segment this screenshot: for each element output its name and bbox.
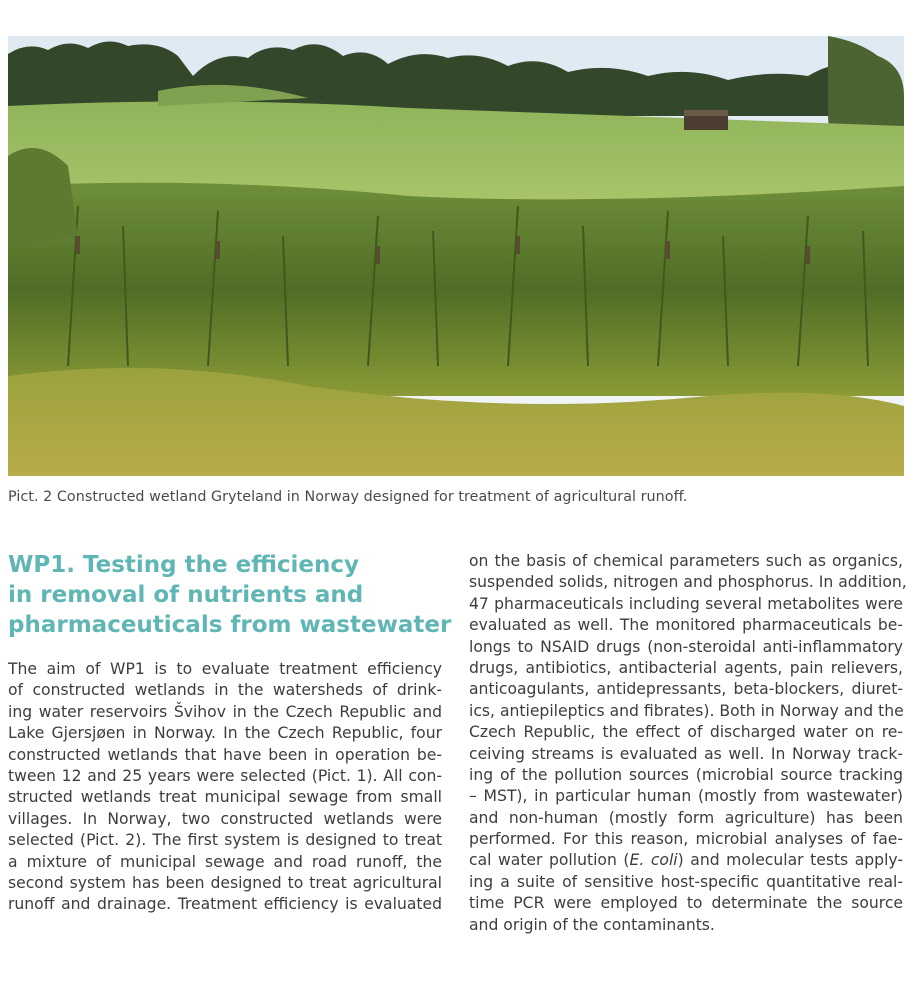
italic-term: E. coli <box>629 851 678 870</box>
text-line: ing a suite of sensitive host-specific quantitative real- <box>469 872 903 891</box>
text-line: evaluated as well. The monitored pharmaceuticals be- <box>469 616 903 635</box>
text-line: drugs, antibiotics, antibacterial agents, pain relievers, <box>469 658 903 677</box>
text-line: Czech Republic, the effect of discharged water on re- <box>469 723 903 742</box>
text-line: longs to NSAID drugs (non-steroidal anti-inflammatory <box>469 637 903 656</box>
text-line: 47 pharmaceuticals including several metabolites were <box>469 594 903 613</box>
heading-line: in removal of nutrients and <box>8 582 364 608</box>
text-fragment: cal water pollution ( <box>469 851 630 870</box>
text-line: The aim of WP1 is to evaluate treatment efficiency <box>8 660 442 678</box>
text-line: ing of the pollution sources (microbial source tracking <box>469 765 903 784</box>
section-heading <box>8 550 452 640</box>
heading-line: WP1. Testing the efficiency <box>8 552 359 578</box>
text-line: constructed wetlands that have been in operation be- <box>8 745 442 764</box>
text-line: of constructed wetlands in the watersheds of drink- <box>8 681 442 700</box>
text-line: structed wetlands treat municipal sewage from small <box>8 788 442 807</box>
text-line: and origin of the contaminants. <box>469 915 715 934</box>
text-line: second system has been designed to treat agricultural <box>8 873 442 892</box>
figure-caption: Pict. 2 Constructed wetland Gryteland in Norway designed for treatment of agricultural runoff. <box>8 489 688 505</box>
heading-line: pharmaceuticals from wastewater <box>8 612 452 638</box>
text-line-mixed <box>469 850 903 871</box>
text-line: ics, antiepileptics and fibrates). Both in Norway and the <box>469 701 904 720</box>
text-line: runoff and drainage. Treatment efficiency is evaluated <box>8 895 442 914</box>
text-line: and non-human (mostly form agriculture) has been <box>469 808 903 827</box>
left-column-text <box>8 659 442 916</box>
text-line: ing water reservoirs Švihov in the Czech Republic and <box>8 702 442 721</box>
text-line: performed. For this reason, microbial analyses of fae- <box>469 830 903 849</box>
text-line: ceiving streams is evaluated as well. In Norway track- <box>469 744 903 763</box>
text-line: a mixture of municipal sewage and road runoff, the <box>8 852 442 871</box>
text-line: villages. In Norway, two constructed wetlands were <box>8 809 442 828</box>
text-line: time PCR were employed to determinate the source <box>469 894 903 913</box>
text-line: on the basis of chemical parameters such as organics, <box>469 552 903 570</box>
text-fragment: ) and molecular tests apply- <box>677 851 903 870</box>
text-line: – MST), in particular human (mostly from wastewater) <box>469 787 903 806</box>
text-line: selected (Pict. 2). The first system is designed to treat <box>8 831 442 850</box>
text-line: anticoagulants, antidepressants, beta-blockers, diuret- <box>469 680 903 699</box>
right-column-text <box>469 551 907 936</box>
text-line: tween 12 and 25 years were selected (Pict. 1). All con- <box>8 766 442 785</box>
text-line: Lake Gjersjøen in Norway. In the Czech Republic, four <box>8 724 442 743</box>
text-line: suspended solids, nitrogen and phosphorus. In addition, <box>469 573 907 592</box>
wetland-photo <box>8 36 904 476</box>
